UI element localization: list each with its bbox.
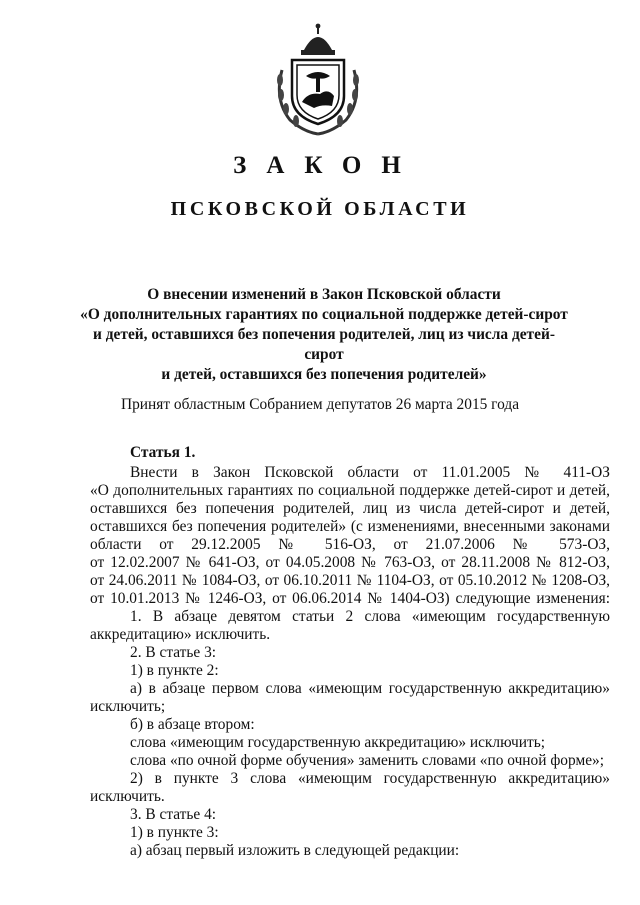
paragraph-line: исключить; [90, 698, 166, 715]
list-item: б) в абзаце втором: [130, 716, 255, 733]
list-item: 2. В статье 3: [130, 644, 217, 661]
subject-line: «О дополнительных гарантиях по социальной поддержке детей-сирот [80, 306, 568, 323]
adoption-note: Принят областным Собранием депутатов 26 марта 2015 года [120, 396, 520, 413]
article-body [90, 444, 610, 860]
subject-line: и детей, оставшихся без попечения родителей, лиц из числа детей-сирот [93, 326, 555, 363]
list-item: 1) в пункте 3: [130, 824, 219, 841]
paragraph-line: от 24.06.2011 № 1084-ОЗ, от 06.10.2011 № 1104-ОЗ, от 05.10.2012 № 1208-ОЗ, [90, 572, 610, 589]
paragraph-line: Внести в Закон Псковской области от 11.01.2005 № 411-ОЗ [130, 464, 610, 481]
paragraph-line: исключить. [90, 788, 165, 805]
pskov-coat-of-arms-icon [268, 20, 368, 138]
paragraph-line: а) в абзаце первом слова «имеющим государственную аккредитацию» [130, 680, 610, 697]
paragraph-line: аккредитацию» исключить. [90, 626, 271, 643]
paragraph-line: оставшихся без попечения родителей» (с изменениями, внесенными законами [90, 518, 610, 535]
region-title: ПСКОВСКОЙ ОБЛАСТИ [170, 198, 470, 220]
law-title: ЗАКОН [233, 152, 421, 179]
subject-line: и детей, оставшихся без попечения родителей» [161, 366, 487, 383]
article-heading: Статья 1. [130, 444, 196, 461]
list-item: 3. В статье 4: [130, 806, 217, 823]
list-item: 1) в пункте 2: [130, 662, 219, 679]
list-item: слова «по очной форме обучения» заменить словами «по очной форме»; [130, 752, 604, 769]
paragraph-line: от 10.01.2013 № 1246-ОЗ, от 06.06.2014 № 1404-ОЗ) следующие изменения: [90, 590, 610, 607]
paragraph-line: оставшихся без попечения родителей, лиц из числа детей-сирот и детей, [90, 500, 610, 517]
paragraph-line: от 12.02.2007 № 641-ОЗ, от 04.05.2008 № 763-ОЗ, от 28.11.2008 № 812-ОЗ, [90, 554, 610, 571]
law-subject [80, 285, 568, 385]
paragraph-line: «О дополнительных гарантиях по социальной поддержке детей-сирот и детей, [90, 482, 610, 499]
subject-line: О внесении изменений в Закон Псковской области [147, 286, 501, 303]
paragraph-line: 1. В абзаце девятом статьи 2 слова «имеющим государственную [130, 608, 610, 625]
list-item: а) абзац первый изложить в следующей редакции: [130, 842, 460, 859]
paragraph-line: области от 29.12.2005 № 516-ОЗ, от 21.07.2006 № 573-ОЗ, [90, 536, 610, 553]
list-item: слова «имеющим государственную аккредитацию» исключить; [130, 734, 545, 751]
paragraph-line: 2) в пункте 3 слова «имеющим государственную аккредитацию» [130, 770, 610, 787]
